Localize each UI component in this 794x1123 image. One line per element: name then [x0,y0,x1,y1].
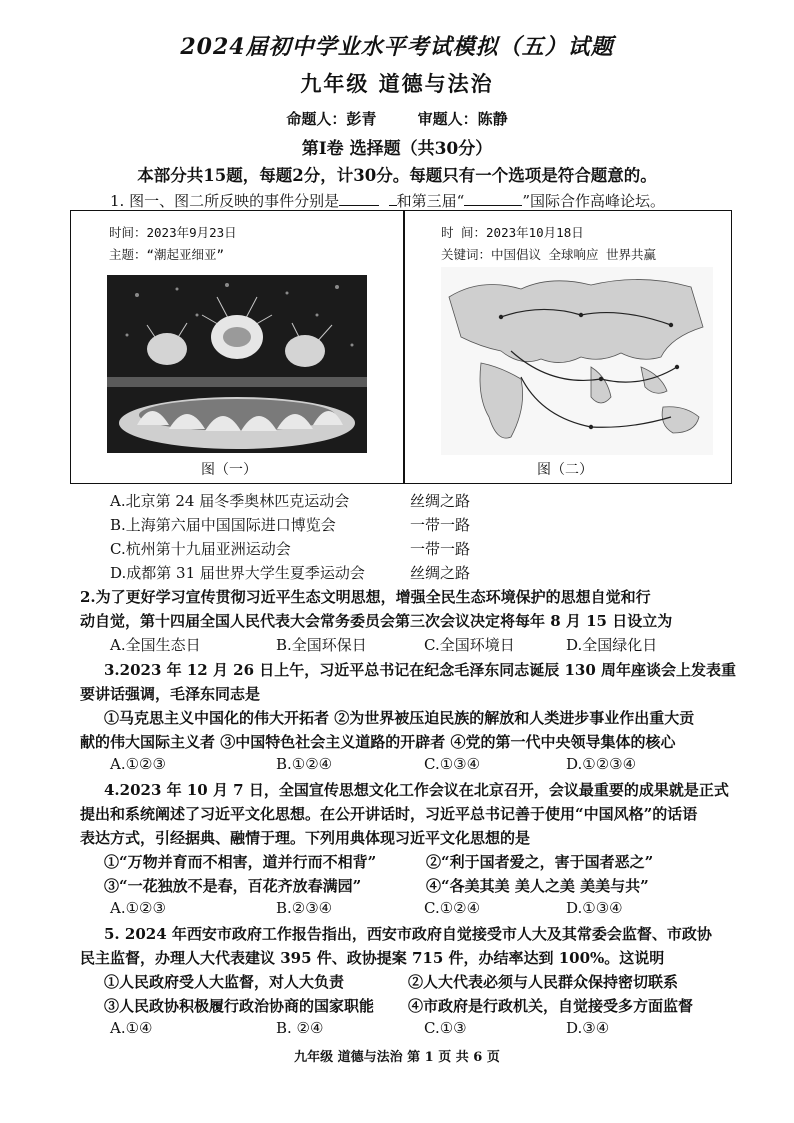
q2-line2: 动自觉，第十四届全国人民代表大会常务委员会第三次会议决定将每年 8 月 15 日设立为 [80,612,673,630]
q1-option-a-right: 丝绸之路 [410,492,471,510]
q3-line2: 要讲话强调，毛泽东同志是 [80,685,261,703]
q3-option-d: D.①②③④ [566,755,637,773]
q1-option-c-right: 一带一路 [410,540,471,558]
q4-line3: 表达方式，引经据典、融情于理。下列用典体现习近平文化思想的是 [80,829,531,847]
q4-line1: 4.2023 年 10 月 7 日，全国宣传思想文化工作会议在北京召开，会议最重要的成果就是正式 [104,781,729,799]
q4-item1: ①“万物并育而不相害，道并行而不相背” [104,853,377,871]
q3-option-b: B.①②④ [276,755,333,773]
q5-item1: ①人民政府受人大监督，对人大负责 [104,973,345,991]
q4-option-d: D.①③④ [566,899,623,917]
fig1-caption: 图（一） [201,462,257,478]
q5-item4: ④市政府是行政机关，自觉接受多方面监督 [408,997,694,1015]
q2-option-b: B.全国环保日 [276,636,367,654]
q4-option-c: C.①②④ [424,899,481,917]
q2-option-a: A.全国生态日 [110,636,201,654]
q4-option-b: B.②③④ [276,899,333,917]
q1-stem: 1. 图一、图二所反映的事件分别是 和第三届“ ”国际合作高峰论坛。 [110,192,665,210]
page-footer: 九年级 道德与法治 第 1 页 共 6 页 [294,1050,500,1065]
fig2-keywords: 关键词：中国倡议 全球响应 世界共赢 [441,247,657,262]
answer-blank [339,191,379,206]
q5-item3: ③人民政协积极履行政治协商的国家职能 [104,997,375,1015]
fig2-time: 时 间：2023年10月18日 [441,225,584,240]
section-heading: 第Ⅰ卷 选择题（共30分） [301,139,493,159]
q2-line1: 2.为了更好学习宣传贯彻习近平生态文明思想，增强全民生态环境保护的思想自觉和行 [80,588,651,606]
q5-option-b: B. ②④ [276,1019,324,1037]
reviewer: 审题人：陈静 [417,110,508,128]
q1-option-a: A.北京第 24 届冬季奥林匹克运动会 [110,492,350,510]
q5-option-a: A.①④ [110,1019,153,1037]
q1-option-c: C.杭州第十九届亚洲运动会 [110,540,291,558]
q1-option-b-right: 一带一路 [410,516,471,534]
q4-item2: ②“利于国者爱之，害于国者恶之” [426,853,654,871]
fig1-photo [107,275,367,453]
q4-item4: ④“各美其美 美人之美 美美与共” [426,877,649,895]
answer-blank [389,191,397,206]
authors-line [0,108,794,129]
q1-option-d: D.成都第 31 届世界大学生夏季运动会 [110,564,365,582]
figure-box [70,210,732,484]
q3-line4: 献的伟大国际主义者 ③中国特色社会主义道路的开辟者 ④党的第一代中央领导集体的核心 [80,733,676,751]
fig1-time: 时间：2023年9月23日 [109,225,237,240]
q3-line1: 3.2023 年 12 月 26 日上午，习近平总书记在纪念毛泽东同志诞辰 130 周年座谈会上发表重 [104,661,737,679]
q3-option-c: C.①③④ [424,755,481,773]
author: 命题人：彭青 [286,110,377,128]
q2-option-d: D.全国绿化日 [566,636,658,654]
instructions: 本部分共15题，每题2分，计30分。每题只有一个选项是符合题意的。 [137,166,657,185]
answer-blank [464,191,522,206]
q1-option-d-right: 丝绸之路 [410,564,471,582]
q4-item3: ③“一花独放不是春，百花齐放春满园” [104,877,362,895]
q3-line3: ①马克思主义中国化的伟大开拓者 ②为世界被压迫民族的解放和人类进步事业作出重大贡 [104,709,695,727]
q5-item2: ②人大代表必须与人民群众保持密切联系 [408,973,679,991]
exam-title: 2024届初中学业水平考试模拟（五）试题 [180,34,614,60]
fig2-map [441,267,713,455]
silk-road-map-image [441,267,713,455]
q3-option-a: A.①②③ [110,755,166,773]
fireworks-stadium-image [107,275,367,453]
q1-option-b: B.上海第六届中国国际进口博览会 [110,516,336,534]
fig1-theme: 主题：“潮起亚细亚” [109,247,225,262]
q2-option-c: C.全国环境日 [424,636,515,654]
figure-divider [403,211,405,483]
q4-line2: 提出和系统阐述了习近平文化思想。在公开讲话时，习近平总书记善于使用“中国风格”的话语 [80,805,698,823]
q5-line2: 民主监督，办理人大代表建议 395 件、政协提案 715 件，办结率达到 100%。这说明 [80,949,665,967]
exam-subtitle: 九年级 道德与法治 [300,71,494,96]
q5-option-d: D.③④ [566,1019,610,1037]
q4-option-a: A.①②③ [110,899,166,917]
q5-line1: 5. 2024 年西安市政府工作报告指出，西安市政府自觉接受市人大及其常委会监督、市政协 [104,925,712,943]
q5-option-c: C.①③ [424,1019,467,1037]
fig2-caption: 图（二） [537,462,593,478]
